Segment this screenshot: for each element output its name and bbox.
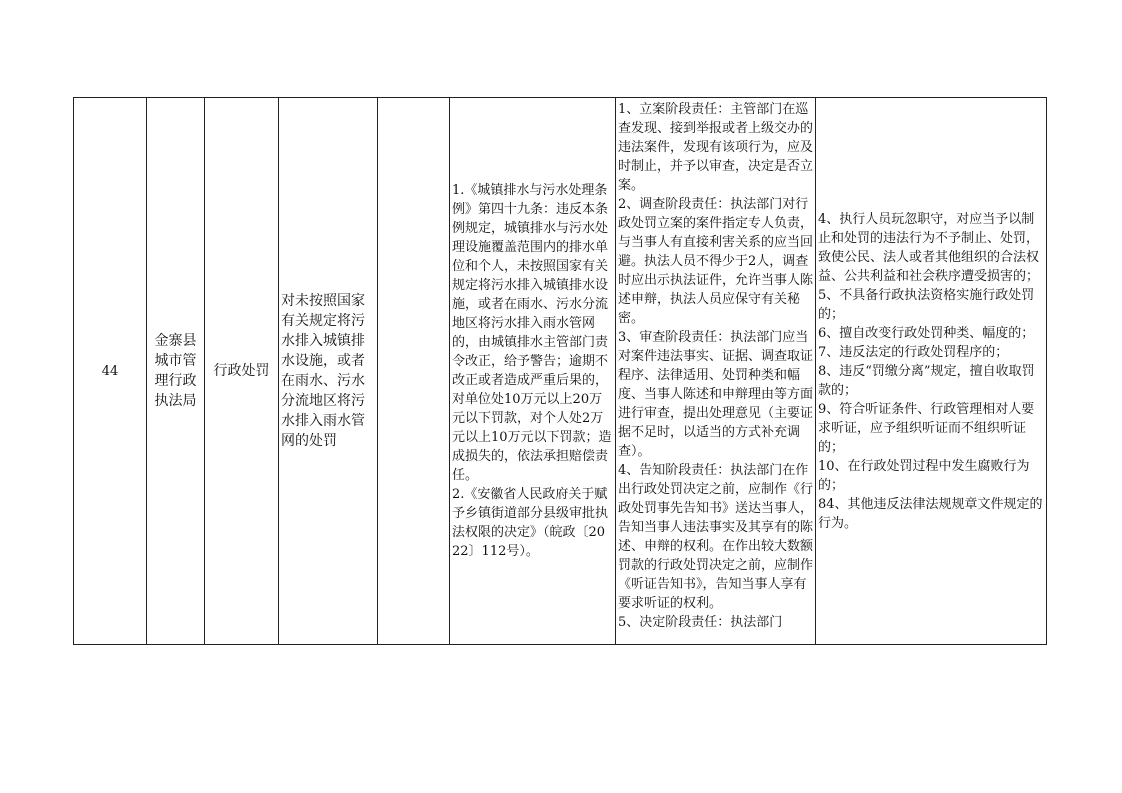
legal-basis — [450, 181, 615, 561]
accountability-item: 7、违反法定的行政处罚程序的； — [818, 344, 1009, 360]
responsibilities — [616, 100, 815, 643]
responsibility-item: 3、审查阶段责任：执法部门应当对案件违法事实、证据、调查取证程序、法律适用、处罚种类和幅度、当事人陈述和申辩理由等方面进行审查，提出处理意见（主要证据不足时，以适当的方式补充调查）。 — [618, 329, 814, 459]
legal-basis-cell — [450, 98, 616, 645]
accountability-cell — [816, 98, 1047, 645]
sub-item-cell — [378, 98, 450, 645]
accountability-item: 84、其他违反法律法规规章文件规定的行为。 — [818, 496, 1043, 531]
responsibilities-cell — [616, 98, 816, 645]
accountability-item: 10、在行政处罚过程中发生腐败行为的； — [818, 458, 1030, 493]
responsibility-item: 5、决定阶段责任：执法部门 — [618, 614, 783, 630]
accountability — [816, 210, 1046, 533]
responsibility-item: 4、告知阶段责任：执法部门在作出行政处罚决定之前，应制作《行政处罚事先告知书》送达当事人，告知当事人违法事实及其享有的陈述、申辩的权利。在作出较大数额罚款的行政处罚决定之前，应制作《听证告知书》，告知当事人享有要求听证的权利。 — [618, 462, 814, 611]
item-name-cell — [279, 98, 378, 645]
item-name: 对未按照国家有关规定将污水排入城镇排水设施，或者在雨水、污水分流地区将污水排入雨水管网的处罚 — [281, 293, 365, 449]
table-row — [74, 98, 1047, 645]
row-number: 44 — [101, 363, 119, 379]
department-name: 金寨县城市管理行政执法局 — [154, 333, 197, 409]
responsibility-item: 2、调查阶段责任：执法部门对行政处罚立案的案件指定专人负责，与当事人有直接利害关系的应当回避。执法人员不得少于2人，调查时应出示执法证件，允许当事人陈述申辩，执法人员应保守有关秘密。 — [618, 196, 814, 326]
accountability-item: 4、执行人员玩忽职守，对应当予以制止和处罚的违法行为不予制止、处罚，致使公民、法人或者其他组织的合法权益、公共利益和社会秩序遭受损害的； — [818, 211, 1040, 284]
category-cell — [205, 98, 279, 645]
accountability-item: 9、符合听证条件、行政管理相对人要求听证，应予组织听证而不组织听证的； — [818, 401, 1035, 455]
legal-basis-item: 1.《城镇排水与污水处理条例》第四十九条：违反本条例规定，城镇排水与污水处理设施覆盖范围内的排水单位和个人，未按照国家有关规定将污水排入城镇排水设施，或者在雨水、污水分流地区将污水排入雨水管网的，由城镇排水主管部门责令改正，给予警告；逾期不改正或者造成严重后果的，对单位处10万元以上20万元以下罚款，对个人处2万元以上10万元以下罚款；造成损失的，依法承担赔偿责任。 — [452, 183, 612, 483]
accountability-item: 6、擅自改变行政处罚种类、幅度的； — [818, 325, 1035, 341]
accountability-item: 5、不具备行政执法资格实施行政处罚的； — [818, 287, 1035, 322]
department-cell — [147, 98, 205, 645]
item-category: 行政处罚 — [213, 362, 270, 379]
row-number-cell — [74, 98, 147, 645]
sub-item — [378, 369, 449, 373]
accountability-item: 8、违反“罚缴分离”规定，擅自收取罚款的； — [818, 363, 1035, 398]
responsibility-table — [73, 97, 1047, 645]
legal-basis-item: 2.《安徽省人民政府关于赋予乡镇街道部分县级审批执法权限的决定》（皖政〔2022〕112号）。 — [452, 487, 609, 559]
responsibility-item: 1、立案阶段责任：主管部门在巡查发现、接到举报或者上级交办的违法案件，发现有该项行为，应及时制止，并予以审查，决定是否立案。 — [618, 101, 814, 193]
